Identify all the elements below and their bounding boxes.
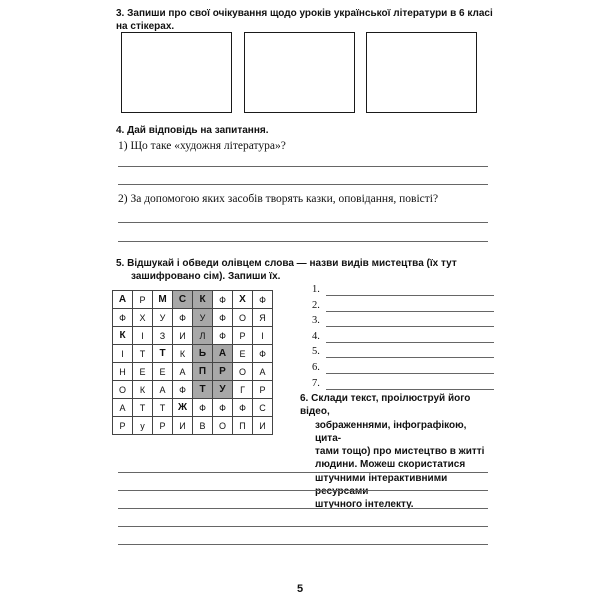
grid-cell[interactable]: Е [153, 363, 173, 381]
grid-cell[interactable]: Ф [213, 309, 233, 327]
answer-number: 7. [312, 377, 320, 389]
grid-cell[interactable]: Ф [253, 291, 273, 309]
grid-cell[interactable]: Ф [213, 399, 233, 417]
writing-line-3[interactable] [118, 508, 488, 509]
answer-line[interactable] [326, 311, 494, 312]
writing-line-4[interactable] [118, 526, 488, 527]
answer-line[interactable] [326, 342, 494, 343]
grid-cell[interactable]: А [113, 399, 133, 417]
grid-cell[interactable]: Н [113, 363, 133, 381]
sticker-box-2[interactable] [244, 32, 355, 113]
grid-cell[interactable]: И [253, 417, 273, 435]
grid-cell[interactable]: Ф [173, 309, 193, 327]
grid-cell[interactable]: Х [233, 291, 253, 309]
grid-cell[interactable]: Р [213, 363, 233, 381]
answer-line[interactable] [326, 373, 494, 374]
answer-number: 5. [312, 346, 320, 358]
grid-cell[interactable]: М [153, 291, 173, 309]
grid-cell[interactable]: У [193, 309, 213, 327]
answer-line-q2-2[interactable] [118, 241, 488, 242]
task-6-line-1: 6. Склади текст, проілюструй його відео, [300, 393, 471, 418]
grid-row [113, 399, 273, 417]
grid-cell[interactable]: Ф [213, 327, 233, 345]
grid-cell[interactable]: Ф [253, 345, 273, 363]
grid-row [113, 381, 273, 399]
grid-cell[interactable]: К [133, 381, 153, 399]
answer-line[interactable] [326, 326, 494, 327]
sticker-box-1[interactable] [121, 32, 232, 113]
grid-cell[interactable]: Т [193, 381, 213, 399]
grid-cell[interactable]: Я [253, 309, 273, 327]
grid-cell[interactable]: Т [133, 345, 153, 363]
grid-cell[interactable]: Р [113, 417, 133, 435]
grid-cell[interactable]: Р [253, 381, 273, 399]
grid-cell[interactable]: Р [233, 327, 253, 345]
grid-cell[interactable]: І [133, 327, 153, 345]
grid-row [113, 417, 273, 435]
grid-cell[interactable]: С [173, 291, 193, 309]
grid-cell[interactable]: у [133, 417, 153, 435]
grid-cell[interactable]: А [113, 291, 133, 309]
grid-cell[interactable]: Т [153, 345, 173, 363]
task-6-line-4: людини. Можеш скористатися [315, 459, 466, 471]
grid-cell[interactable]: И [173, 417, 193, 435]
grid-row [113, 309, 273, 327]
grid-cell[interactable]: І [113, 345, 133, 363]
grid-cell[interactable]: Л [193, 327, 213, 345]
letter-grid [112, 290, 273, 435]
grid-cell[interactable]: І [253, 327, 273, 345]
grid-row [113, 327, 273, 345]
grid-cell[interactable]: А [253, 363, 273, 381]
grid-cell[interactable]: Т [153, 399, 173, 417]
grid-cell[interactable]: Ж [173, 399, 193, 417]
question-2: 2) За допомогою яких засобів творять казки, оповідання, повісті? [118, 193, 439, 205]
task-3-heading [116, 7, 496, 33]
answer-number: 6. [312, 362, 320, 373]
answer-number: 2. [312, 299, 320, 311]
grid-cell[interactable]: А [173, 363, 193, 381]
grid-cell[interactable]: А [213, 345, 233, 363]
task-3-line-1: 3. Запиши про свої очікування щодо уроків української літератури в 6 класі [116, 8, 493, 19]
answer-line-q1-2[interactable] [118, 184, 488, 185]
writing-line-2[interactable] [118, 490, 488, 491]
grid-cell[interactable]: Е [233, 345, 253, 363]
grid-cell[interactable]: Ф [173, 381, 193, 399]
answer-line-q1-1[interactable] [118, 166, 488, 167]
answer-line-q2-1[interactable] [118, 222, 488, 223]
grid-cell[interactable]: С [253, 399, 273, 417]
grid-cell[interactable]: О [113, 381, 133, 399]
grid-cell[interactable]: Е [133, 363, 153, 381]
grid-cell[interactable]: Г [233, 381, 253, 399]
grid-cell[interactable]: Т [133, 399, 153, 417]
grid-cell[interactable]: Х [133, 309, 153, 327]
grid-cell[interactable]: У [213, 381, 233, 399]
page-number: 5 [296, 583, 304, 595]
answer-line[interactable] [326, 295, 494, 296]
grid-cell[interactable]: О [213, 417, 233, 435]
grid-cell[interactable]: А [153, 381, 173, 399]
task-5-line-2: зашифровано сім). Запиши їх. [131, 271, 281, 282]
grid-row [113, 363, 273, 381]
grid-cell[interactable]: Ф [113, 309, 133, 327]
grid-cell[interactable]: Ф [233, 399, 253, 417]
grid-cell[interactable]: Ф [213, 291, 233, 309]
answer-line[interactable] [326, 357, 494, 358]
grid-cell[interactable]: К [173, 345, 193, 363]
task-6-line-3: тами тощо) про мистецтво в житті [315, 446, 485, 458]
grid-cell[interactable]: В [193, 417, 213, 435]
answer-line[interactable] [326, 389, 494, 390]
grid-cell[interactable]: О [233, 309, 253, 327]
grid-cell[interactable]: И [173, 327, 193, 345]
sticker-box-3[interactable] [366, 32, 477, 113]
grid-cell[interactable]: У [153, 309, 173, 327]
task-6-line-5: штучними інтерактивними ресурсами [315, 472, 448, 498]
answer-number: 1. [312, 284, 320, 295]
answer-number: 3. [312, 315, 320, 327]
grid-cell[interactable]: Ф [193, 399, 213, 417]
question-1: 1) Що таке «художня література»? [118, 140, 286, 152]
task-6-text [300, 392, 490, 512]
grid-cell[interactable]: К [193, 291, 213, 309]
writing-line-5[interactable] [118, 544, 488, 545]
answer-number: 4. [312, 330, 320, 342]
grid-cell[interactable]: П [233, 417, 253, 435]
grid-row [113, 291, 273, 309]
writing-line-1[interactable] [118, 472, 488, 473]
task-6-line-6: штучного інтелекту. [315, 499, 414, 511]
grid-cell[interactable]: П [193, 363, 213, 381]
task-4-heading: 4. Дай відповідь на запитання. [116, 125, 269, 136]
grid-cell[interactable]: Р [133, 291, 153, 309]
grid-cell[interactable]: Р [153, 417, 173, 435]
task-6-line-2: зображеннями, інфографікою, цита- [315, 419, 467, 444]
grid-cell[interactable]: Ь [193, 345, 213, 363]
grid-row [113, 345, 273, 363]
grid-cell[interactable]: З [153, 327, 173, 345]
task-3-line-2: на стікерах. [116, 21, 175, 32]
grid-cell[interactable]: О [233, 363, 253, 381]
task-5-line-1: 5. Відшукай і обведи олівцем слова — назви видів мистецтва (їх тут [116, 258, 457, 269]
grid-cell[interactable]: К [113, 327, 133, 345]
task-5-heading [116, 257, 496, 283]
